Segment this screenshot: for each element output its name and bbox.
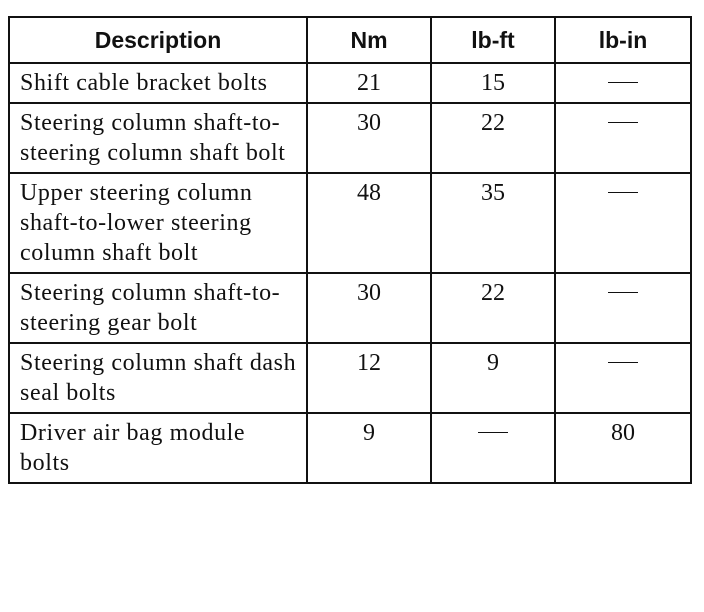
description-cell bbox=[9, 63, 307, 103]
description-text: Steering column shaft-to-steering gear bolt bbox=[20, 280, 281, 336]
table-row bbox=[9, 343, 691, 413]
column-header-lbin: lb-in bbox=[555, 17, 691, 63]
lbft-value: 22 bbox=[481, 110, 505, 136]
nm-value: 30 bbox=[357, 110, 381, 136]
column-header-description: Description bbox=[9, 17, 307, 63]
nm-cell bbox=[307, 413, 431, 483]
table-row bbox=[9, 273, 691, 343]
lbin-cell bbox=[555, 63, 691, 103]
lbin-value bbox=[608, 68, 638, 98]
column-header-nm: Nm bbox=[307, 17, 431, 63]
lbft-cell bbox=[431, 413, 555, 483]
description-cell bbox=[9, 273, 307, 343]
lbft-value: 35 bbox=[481, 180, 505, 206]
nm-cell bbox=[307, 103, 431, 173]
not-applicable-dash bbox=[608, 362, 638, 363]
lbin-cell bbox=[555, 103, 691, 173]
lbin-cell bbox=[555, 343, 691, 413]
torque-spec-table bbox=[8, 16, 692, 484]
lbft-cell bbox=[431, 63, 555, 103]
nm-cell bbox=[307, 273, 431, 343]
nm-cell bbox=[307, 343, 431, 413]
lbft-cell bbox=[431, 343, 555, 413]
lbft-value: 9 bbox=[487, 350, 499, 376]
lbin-cell bbox=[555, 273, 691, 343]
nm-value: 9 bbox=[363, 420, 375, 446]
table-row bbox=[9, 103, 691, 173]
nm-cell bbox=[307, 173, 431, 273]
description-cell bbox=[9, 103, 307, 173]
not-applicable-dash bbox=[608, 82, 638, 83]
column-header-lbft: lb-ft bbox=[431, 17, 555, 63]
table-header-row bbox=[9, 17, 691, 63]
lbft-cell bbox=[431, 103, 555, 173]
nm-cell bbox=[307, 63, 431, 103]
lbin-cell bbox=[555, 413, 691, 483]
not-applicable-dash bbox=[608, 292, 638, 293]
description-text: Shift cable bracket bolts bbox=[20, 70, 268, 96]
table-row bbox=[9, 173, 691, 273]
nm-value: 30 bbox=[357, 280, 381, 306]
lbft-value bbox=[478, 418, 508, 448]
description-text: Steering column shaft-to-steering column shaft bolt bbox=[20, 110, 286, 166]
lbin-value bbox=[608, 178, 638, 208]
lbft-cell bbox=[431, 173, 555, 273]
description-text: Driver air bag module bolts bbox=[20, 420, 246, 476]
lbin-value bbox=[608, 278, 638, 308]
description-cell bbox=[9, 343, 307, 413]
lbft-value: 15 bbox=[481, 70, 505, 96]
lbft-value: 22 bbox=[481, 280, 505, 306]
description-text: Upper steering column shaft-to-lower steering column shaft bolt bbox=[20, 180, 253, 266]
nm-value: 21 bbox=[357, 70, 381, 96]
not-applicable-dash bbox=[608, 122, 638, 123]
description-text: Steering column shaft dash seal bolts bbox=[20, 350, 297, 406]
nm-value: 48 bbox=[357, 180, 381, 206]
description-cell bbox=[9, 413, 307, 483]
lbft-cell bbox=[431, 273, 555, 343]
not-applicable-dash bbox=[478, 432, 508, 433]
lbin-value bbox=[608, 108, 638, 138]
nm-value: 12 bbox=[357, 350, 381, 376]
lbin-cell bbox=[555, 173, 691, 273]
not-applicable-dash bbox=[608, 192, 638, 193]
table-row bbox=[9, 413, 691, 483]
torque-spec-sheet bbox=[8, 16, 696, 484]
lbin-value: 80 bbox=[611, 420, 635, 446]
table-row bbox=[9, 63, 691, 103]
description-cell bbox=[9, 173, 307, 273]
lbin-value bbox=[608, 348, 638, 378]
